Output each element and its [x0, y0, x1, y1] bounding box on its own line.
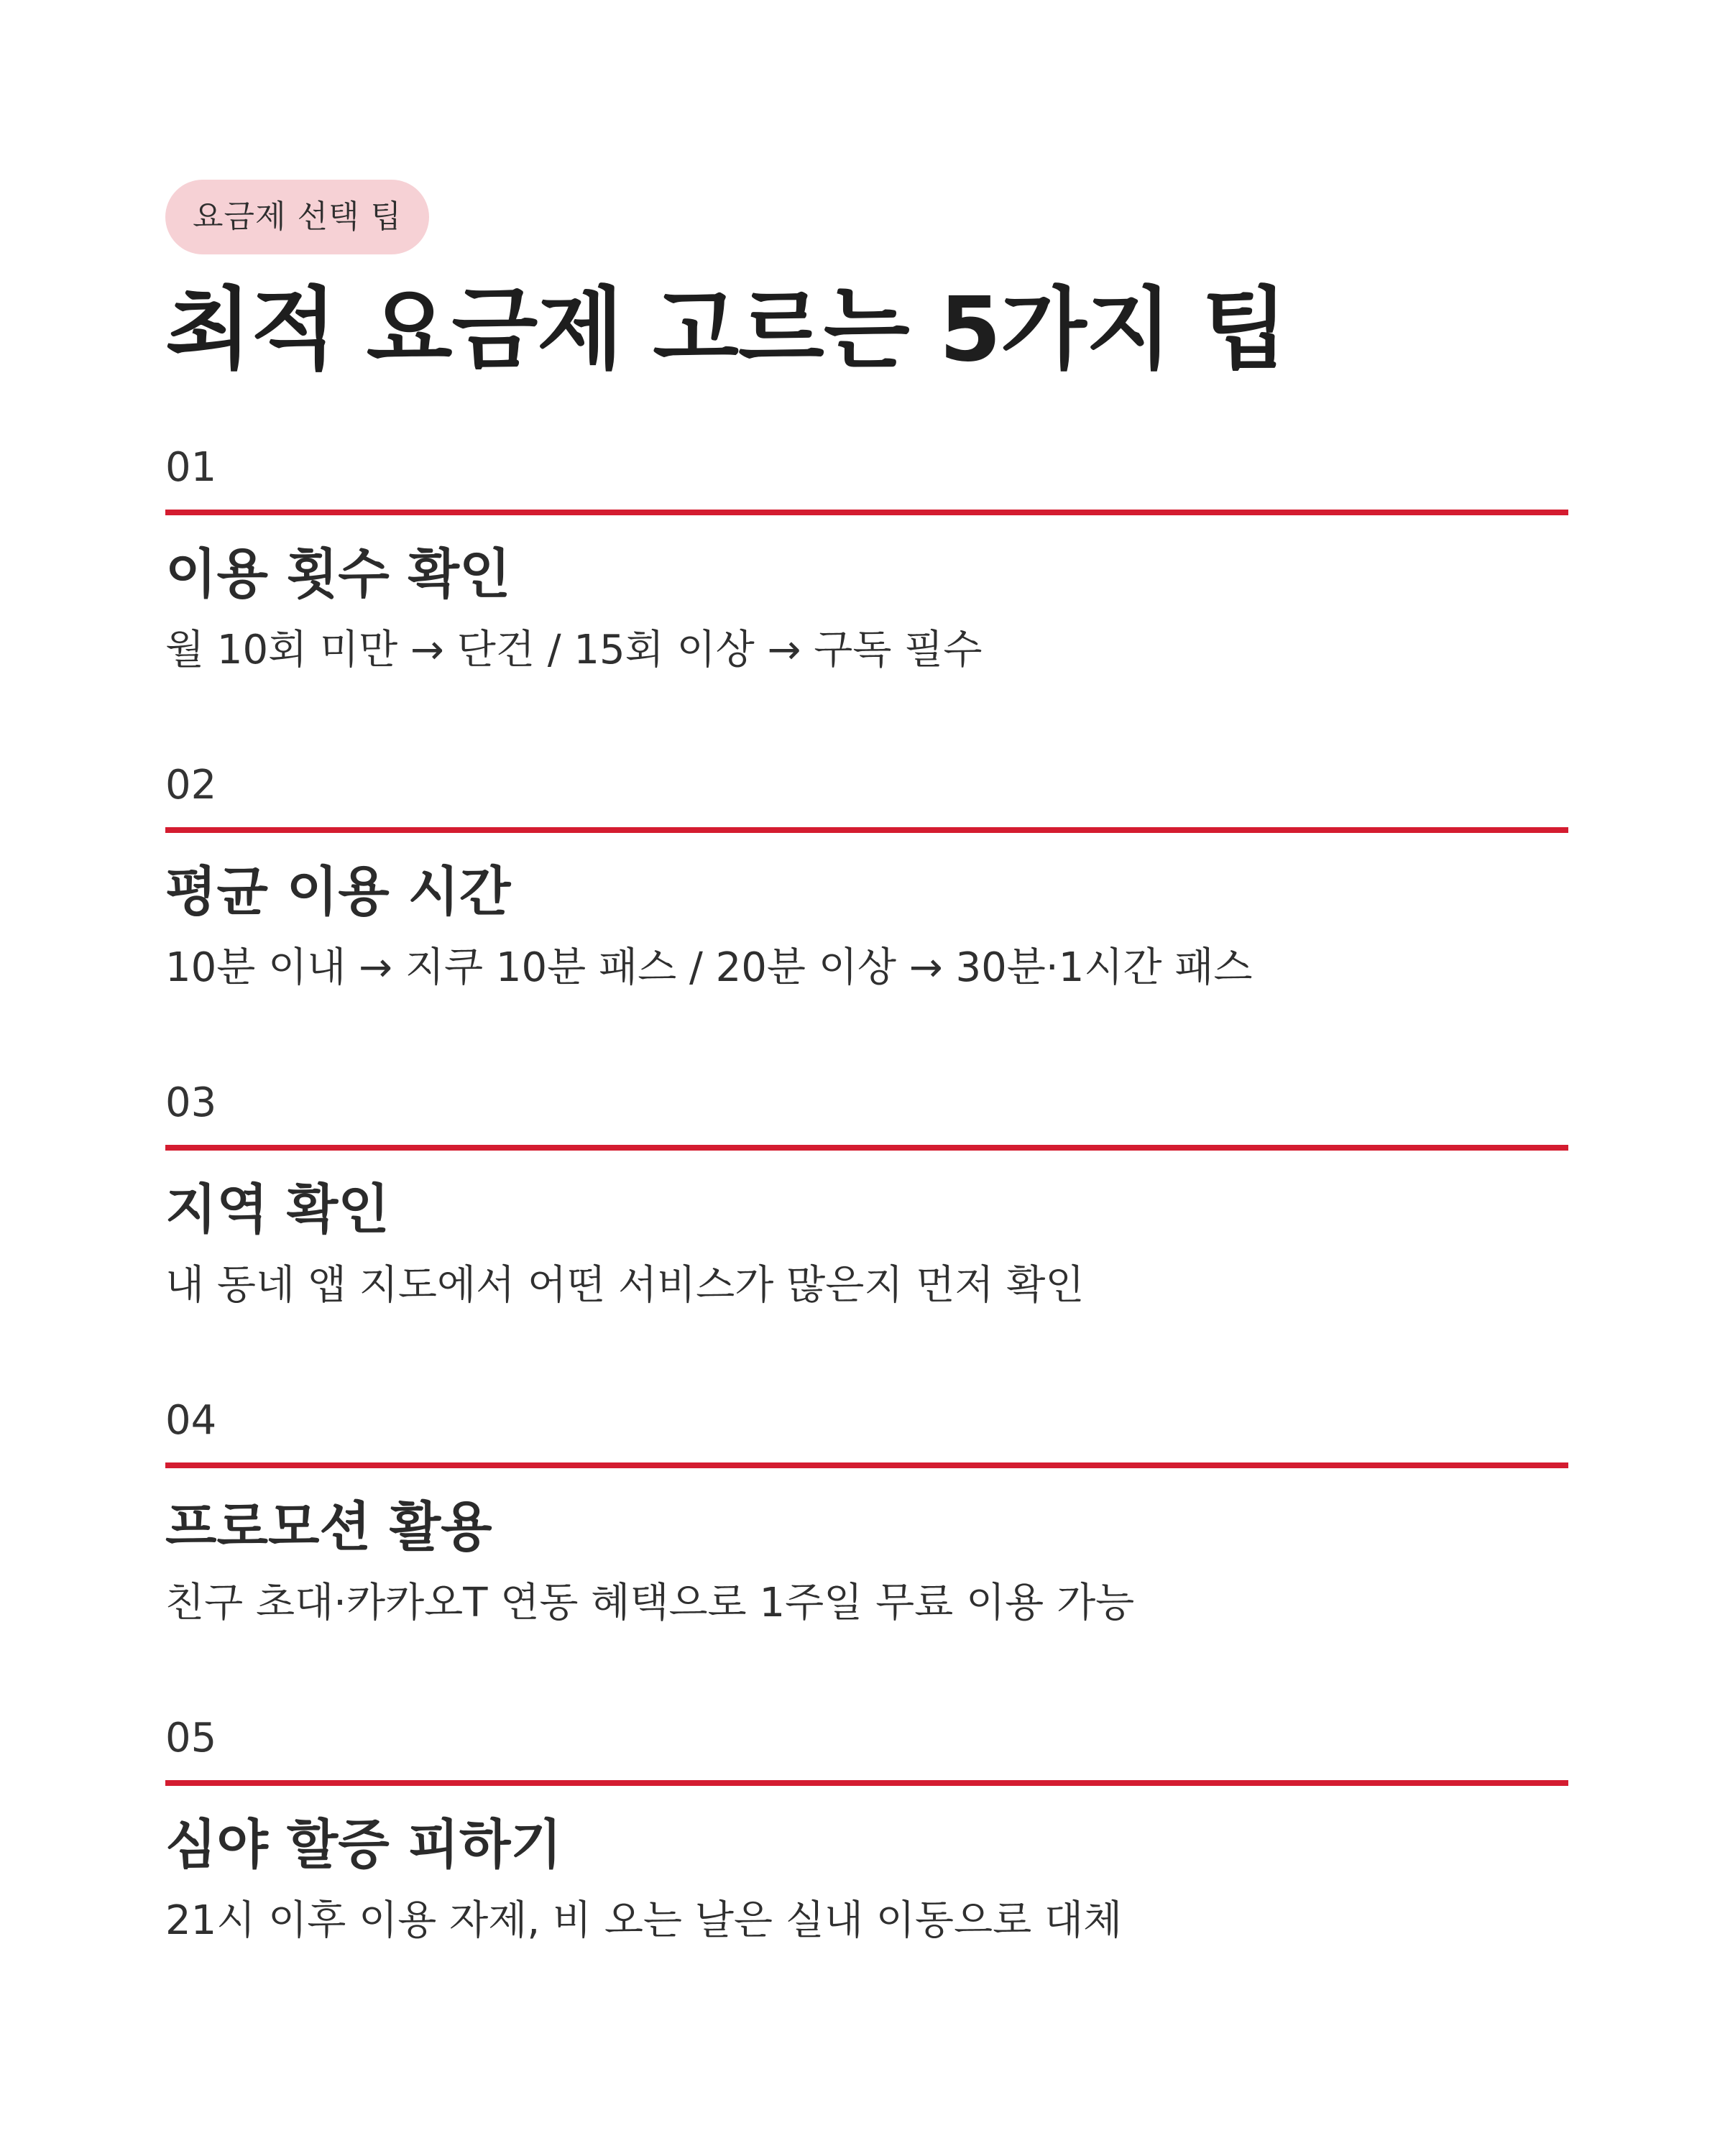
tip-divider	[165, 1462, 1568, 1468]
tip-heading: 평균 이용 시간	[165, 860, 511, 923]
tip-number: 03	[165, 1079, 217, 1126]
tip-description: 21시 이후 이용 자제, 비 오는 날은 실내 이동으로 대체	[165, 1897, 1123, 1945]
tip-item-05	[165, 1714, 1560, 2036]
tip-item-03	[165, 1079, 1560, 1401]
tip-divider	[165, 510, 1568, 515]
tip-number: 05	[165, 1714, 217, 1761]
tip-number: 01	[165, 443, 217, 491]
tip-heading: 이용 횟수 확인	[165, 543, 511, 605]
tip-description: 친구 초대·카카오T 연동 혜택으로 1주일 무료 이용 가능	[165, 1580, 1135, 1627]
tip-heading: 지역 확인	[165, 1178, 390, 1240]
tip-list	[165, 443, 1560, 2036]
tip-number: 02	[165, 761, 217, 808]
tip-description: 월 10회 미만 → 단건 / 15회 이상 → 구독 필수	[165, 627, 983, 674]
tip-item-01	[165, 443, 1560, 765]
tip-heading: 프로모션 활용	[165, 1496, 492, 1558]
tip-divider	[165, 827, 1568, 833]
tip-description: 10분 이내 → 지쿠 10분 패스 / 20분 이상 → 30분·1시간 패스	[165, 944, 1253, 992]
tip-description: 내 동네 앱 지도에서 어떤 서비스가 많은지 먼저 확인	[165, 1262, 1085, 1309]
tip-divider	[165, 1145, 1568, 1151]
tip-divider	[165, 1780, 1568, 1786]
tip-item-02	[165, 761, 1560, 1083]
page-title: 최적 요금제 고르는 5가지 팁	[165, 278, 1287, 382]
tip-heading: 심야 할증 피하기	[165, 1813, 562, 1876]
category-badge: 요금제 선택 팁	[165, 180, 429, 254]
tip-number: 04	[165, 1396, 217, 1444]
tip-item-04	[165, 1396, 1560, 1718]
